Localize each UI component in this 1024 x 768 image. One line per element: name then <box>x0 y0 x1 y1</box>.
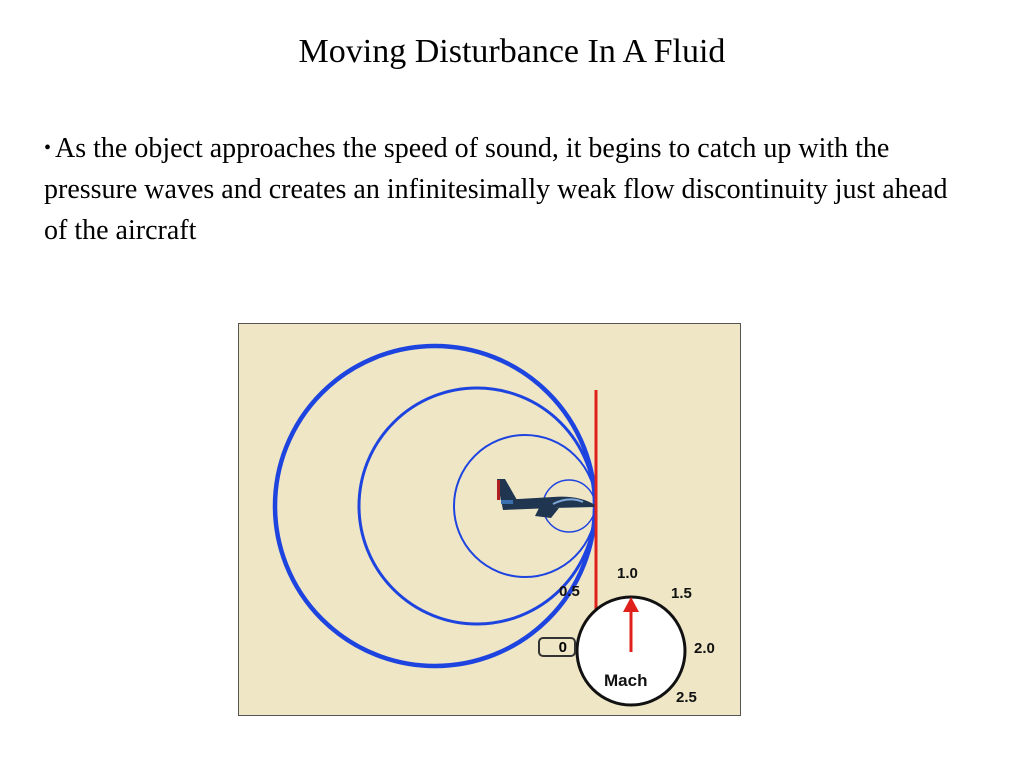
bullet-text: As the object approaches the speed of sound, it begins to catch up with the pressure waves and creates an infinitesimally weak flow discontinuity just ahead of the aircraft <box>44 133 948 246</box>
aircraft-icon <box>497 479 595 518</box>
mach-mark-1-0: 1.0 <box>617 565 638 582</box>
mach-mark-0-5: 0.5 <box>559 583 580 600</box>
bullet-marker: • <box>44 137 52 159</box>
mach-wave-diagram <box>238 323 741 716</box>
slide-title: Moving Disturbance In A Fluid <box>298 33 726 70</box>
diagram-canvas <box>239 324 742 717</box>
bullet-paragraph <box>44 128 974 251</box>
mach-mark-2-0: 2.0 <box>694 640 715 657</box>
mach-mark-0: 0 <box>538 637 576 657</box>
mach-mark-1-5: 1.5 <box>671 585 692 602</box>
mach-label: Mach <box>604 671 648 690</box>
mach-mark-2-5: 2.5 <box>676 689 697 706</box>
